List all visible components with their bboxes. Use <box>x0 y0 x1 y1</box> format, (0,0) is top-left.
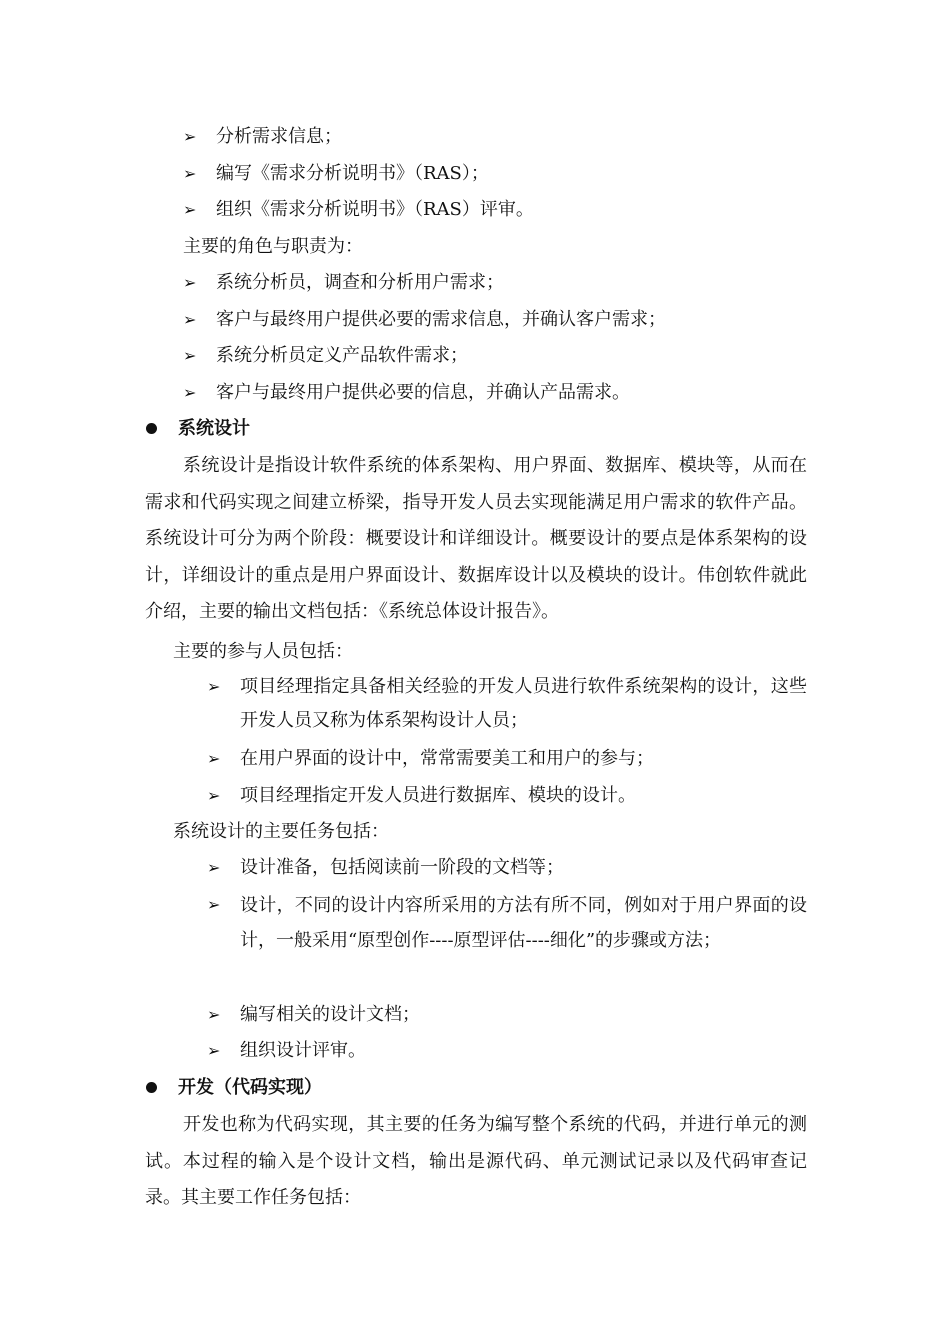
design-paragraph: 系统设计是指设计软件系统的体系架构、用户界面、数据库、模块等，从而在需求和代码实现之间建立桥梁，指导开发人员去实现能满足用户需求的软件产品。系统设计可分为两个阶段：概要设计和详细设计。概要设计的要点是体系架构的设计，详细设计的重点是用户界面设计、数据库设计以及模块的设计。伟创软件就此介绍，主要的输出文档包括：《系统总体设计报告》。 <box>145 455 807 623</box>
section-title-design: 系统设计 <box>178 418 250 439</box>
list-item: 编写《需求分析说明书》（RAS）； <box>216 163 489 184</box>
arrow-bullet-icon: ➢ <box>183 200 197 219</box>
arrow-bullet-icon: ➢ <box>207 749 221 768</box>
list-item: 设计，不同的设计内容所采用的方法有所不同，例如对于用户界面的设计，一般采用“原型创作----原型评估----细化”的步骤或方法； <box>240 895 807 951</box>
arrow-bullet-icon: ➢ <box>207 677 221 696</box>
arrow-bullet-icon: ➢ <box>207 1005 221 1024</box>
list-item: 系统分析员，调查和分析用户需求； <box>216 272 504 293</box>
list-item: 编写相关的设计文档； <box>240 1004 420 1025</box>
list-item: 组织设计评审。 <box>240 1040 366 1061</box>
list-item: 在用户界面的设计中，常常需要美工和用户的参与； <box>240 748 654 769</box>
bullet-dot-icon <box>146 1082 157 1093</box>
list-item: 项目经理指定开发人员进行数据库、模块的设计。 <box>240 785 636 806</box>
roles-heading: 主要的角色与职责为： <box>183 236 363 257</box>
dev-paragraph: 开发也称为代码实现，其主要的任务为编写整个系统的代码，并进行单元的测试。本过程的输入是个设计文档，输出是源代码、单元测试记录以及代码审查记录。其主要工作任务包括： <box>145 1114 807 1209</box>
list-item: 客户与最终用户提供必要的信息，并确认产品需求。 <box>216 382 630 403</box>
arrow-bullet-icon: ➢ <box>183 164 197 183</box>
arrow-bullet-icon: ➢ <box>207 1041 221 1060</box>
list-item: 系统分析员定义产品软件需求； <box>216 345 468 366</box>
list-item: 项目经理指定具备相关经验的开发人员进行软件系统架构的设计，这些开发人员又称为体系架构设计人员； <box>240 676 807 731</box>
arrow-bullet-icon: ➢ <box>183 310 197 329</box>
tasks-heading: 系统设计的主要任务包括： <box>173 821 389 842</box>
list-item: 分析需求信息； <box>216 126 342 147</box>
arrow-bullet-icon: ➢ <box>207 895 221 914</box>
section-title-dev: 开发（代码实现） <box>178 1077 322 1098</box>
bullet-dot-icon <box>146 423 157 434</box>
arrow-bullet-icon: ➢ <box>183 127 197 146</box>
arrow-bullet-icon: ➢ <box>207 858 221 877</box>
participants-heading: 主要的参与人员包括： <box>173 641 353 662</box>
arrow-bullet-icon: ➢ <box>183 346 197 365</box>
arrow-bullet-icon: ➢ <box>183 273 197 292</box>
list-item: 客户与最终用户提供必要的需求信息，并确认客户需求； <box>216 309 666 330</box>
arrow-bullet-icon: ➢ <box>183 383 197 402</box>
list-item: 设计准备，包括阅读前一阶段的文档等； <box>240 857 564 878</box>
arrow-bullet-icon: ➢ <box>207 786 221 805</box>
list-item: 组织《需求分析说明书》（RAS）评审。 <box>216 199 534 220</box>
